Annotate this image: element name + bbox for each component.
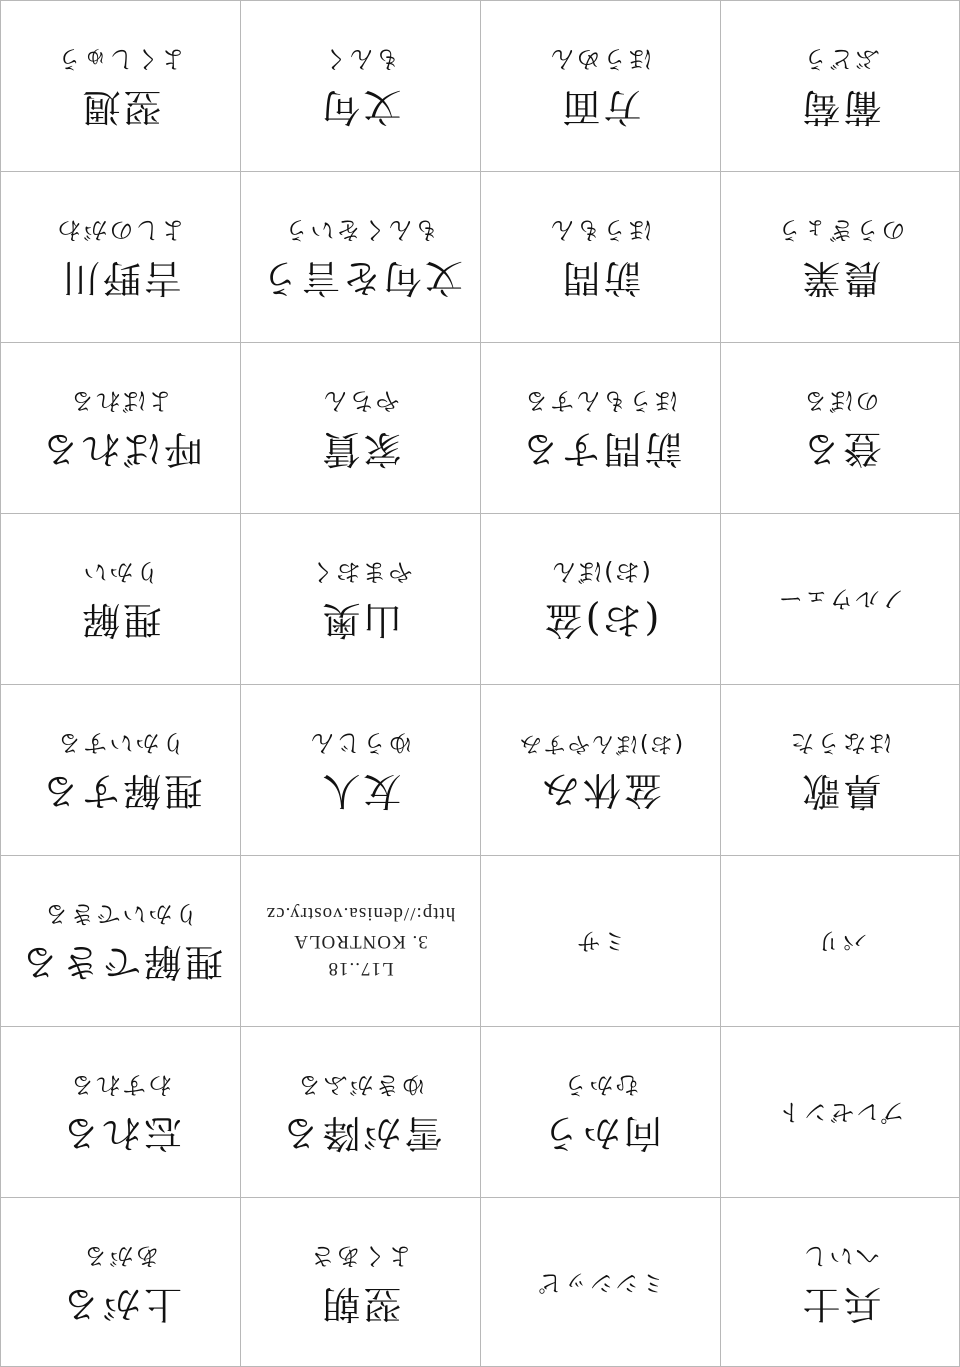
- card-reading: (お)ぼん: [550, 558, 651, 587]
- card-kanji: 兵士: [799, 1281, 882, 1326]
- card-reading: ほうめん: [548, 45, 653, 74]
- card-reading: (お)ぼんやすみ: [517, 731, 684, 757]
- card-reading: もんく: [321, 45, 400, 74]
- card: [240, 1197, 480, 1367]
- card-reading: りかいする: [55, 729, 186, 758]
- card-kanji: 理解: [79, 598, 162, 643]
- card: [240, 1026, 480, 1197]
- card-reading: わすれる: [68, 1071, 173, 1100]
- card-kanji: 友人: [319, 769, 402, 814]
- card-reading: ほうもんする: [522, 387, 679, 416]
- card-kanji: 盆休み: [539, 768, 663, 813]
- card-reading: ミサ: [574, 927, 627, 956]
- card-reading: やまおく: [308, 558, 413, 587]
- test-label: 3. KONTROLA: [293, 930, 428, 952]
- card: [240, 855, 480, 1026]
- card: [480, 855, 720, 1026]
- card: [720, 171, 960, 342]
- card: [480, 1026, 720, 1197]
- card: [480, 171, 720, 342]
- card-reading: やちん: [321, 387, 400, 416]
- card: [480, 513, 720, 684]
- card-kanji: 登る: [799, 427, 882, 472]
- card-kanji: 農業: [799, 256, 882, 301]
- card-reading: ミシシッピ: [536, 1268, 665, 1297]
- card-reading: ゆうじん: [308, 729, 413, 758]
- card: [720, 0, 960, 171]
- card-reading: よしのがわ: [55, 216, 186, 245]
- card: [240, 0, 480, 171]
- card: [720, 1026, 960, 1197]
- card: [0, 513, 240, 684]
- card-kanji: 翌朝: [319, 1281, 402, 1326]
- card-kanji: 訪問: [559, 256, 642, 301]
- card-reading: ぶどう: [801, 45, 880, 74]
- card-reading: ほうもん: [548, 216, 653, 245]
- card-reading: のぼる: [801, 387, 880, 416]
- lesson-label: L17..18: [327, 958, 394, 980]
- card-reading: りかい: [81, 558, 160, 587]
- card: [480, 684, 720, 855]
- card-reading: はなうた: [788, 729, 893, 758]
- card-kanji: 鼻歌: [799, 769, 882, 814]
- card: [720, 342, 960, 513]
- card-reading: よくしゅう: [55, 45, 186, 74]
- card-kanji: 家賃: [319, 427, 402, 472]
- card-reading: むかう: [561, 1071, 640, 1100]
- card: [0, 1026, 240, 1197]
- website-label: http://denisa.vostry.cz: [265, 903, 456, 925]
- card-kanji: 翌週: [79, 85, 162, 130]
- card: [0, 855, 240, 1026]
- card-kanji: 吉野川: [59, 256, 183, 301]
- card-kanji: 葡萄: [799, 85, 882, 130]
- card-reading: あがる: [81, 1241, 160, 1270]
- card: [720, 513, 960, 684]
- card-kanji: 忘れる: [59, 1111, 183, 1156]
- card: [0, 1197, 240, 1367]
- card-reading: へいし: [801, 1241, 880, 1270]
- card-kanji: (お)盆: [541, 598, 660, 643]
- card: [720, 1197, 960, 1367]
- card-reading: りかいできる: [42, 900, 199, 929]
- card-reading: もんくをいう: [282, 216, 439, 245]
- card-kanji: 方面: [559, 85, 642, 130]
- card-reading: プレゼント: [775, 1098, 906, 1127]
- card-kanji: 訪問する: [518, 427, 683, 472]
- card: [720, 684, 960, 855]
- card-reading: パリ: [814, 927, 867, 956]
- card: [0, 684, 240, 855]
- card-kanji: 上がる: [59, 1281, 183, 1326]
- card-kanji: 雪が降る: [278, 1111, 443, 1156]
- card: [480, 342, 720, 513]
- card: [0, 0, 240, 171]
- card-reading: のうぎょう: [775, 216, 906, 245]
- card: [240, 513, 480, 684]
- card-kanji: 呼ばれる: [38, 427, 203, 472]
- card-kanji: 理解できる: [18, 940, 224, 985]
- card-reading: ノルウェー: [776, 585, 905, 614]
- card-reading: ゆきがふる: [295, 1071, 426, 1100]
- card: [0, 342, 240, 513]
- card: [240, 171, 480, 342]
- card: [480, 1197, 720, 1367]
- card: [240, 342, 480, 513]
- card-kanji: 文句: [319, 85, 402, 130]
- card-reading: よくあさ: [308, 1241, 413, 1270]
- card: [480, 0, 720, 171]
- card: [0, 171, 240, 342]
- card-kanji: 山奥: [319, 598, 402, 643]
- card-reading: よばれる: [68, 387, 173, 416]
- card: [240, 684, 480, 855]
- card-kanji: 文句を言う: [258, 256, 464, 301]
- card-kanji: 理解する: [38, 769, 203, 814]
- card-kanji: 向かう: [539, 1111, 663, 1156]
- card: [720, 855, 960, 1026]
